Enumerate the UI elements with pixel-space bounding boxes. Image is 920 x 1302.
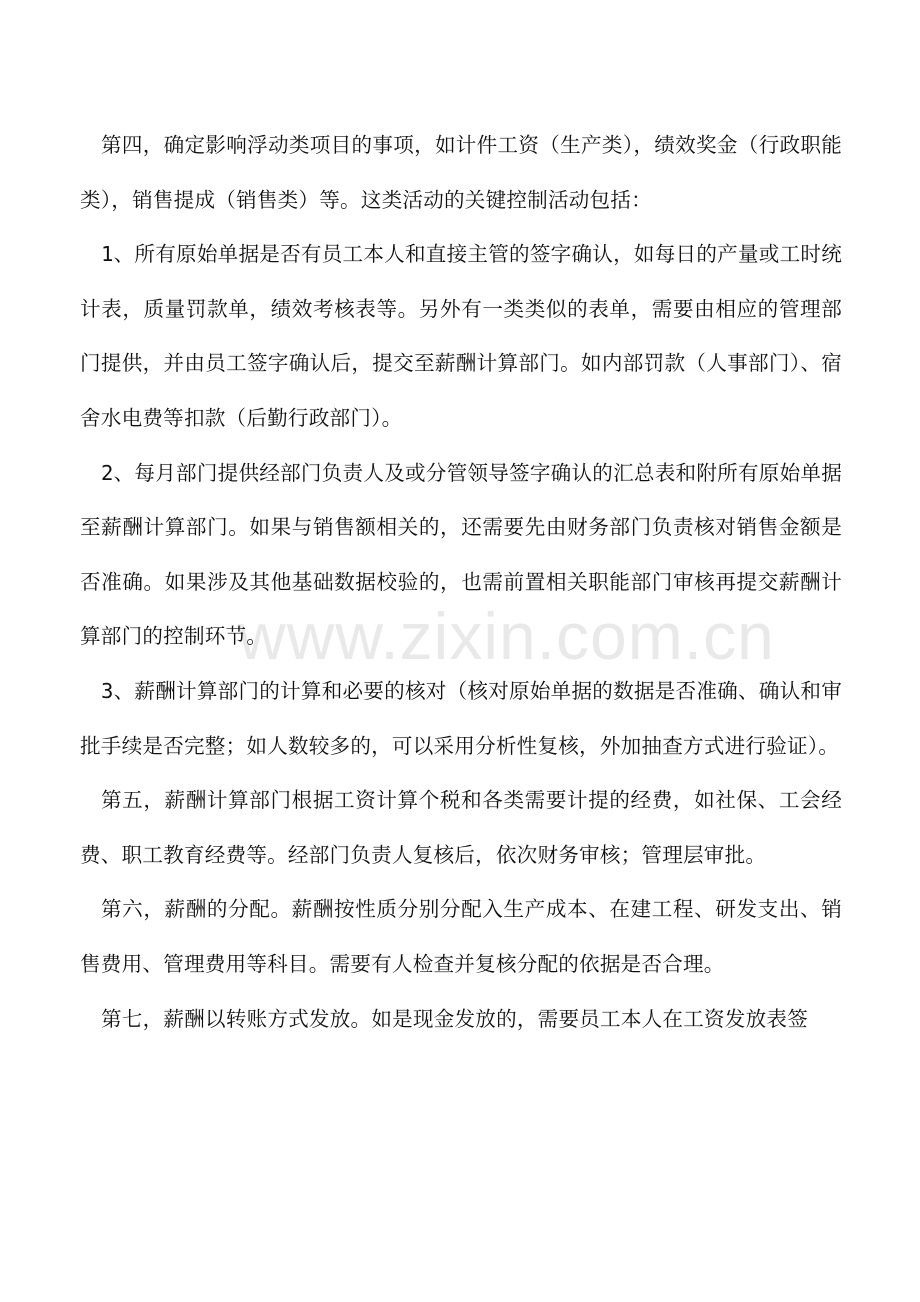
document-body [80,118,842,1046]
watermark: www.zixin.com.cn [238,599,775,673]
paragraph-6th: 第六，薪酬的分配。薪酬按性质分别分配入生产成本、在建工程、研发支出、销售费用、管理费用等科目。需要有人检查并复核分配的依据是否合理。 [80,897,842,976]
paragraph-item-3: 3、薪酬计算部门的计算和必要的核对（核对原始单据的数据是否准确、确认和审批手续是否完整；如人数较多的，可以采用分析性复核，外加抽查方式进行验证）。 [80,678,842,758]
paragraph-item-2: 2、每月部门提供经部门负责人及或分管领导签字确认的汇总表和附所有原始单据至薪酬计算部门。如果与销售额相关的，还需要先由财务部门负责核对销售金额是否准确。如果涉及其他基础数据校验的，也需前置相关职能部门审核再提交薪酬计算部门的控制环节。 [80,460,842,649]
paragraph-4th: 第四，确定影响浮动类项目的事项，如计件工资（生产类），绩效奖金（行政职能类），销售提成（销售类）等。这类活动的关键控制活动包括： [80,133,842,212]
paragraph-5th: 第五，薪酬计算部门根据工资计算个税和各类需要计提的经费，如社保、工会经费、职工教育经费等。经部门负责人复核后，依次财务审核；管理层审批。 [80,788,842,867]
paragraph-item-1: 1、所有原始单据是否有员工本人和直接主管的签字确认，如每日的产量或工时统计表，质量罚款单，绩效考核表等。另外有一类类似的表单，需要由相应的管理部门提供，并由员工签字确认后，提交至薪酬计算部门。如内部罚款（人事部门）、宿舍水电费等扣款（后勤行政部门）。 [80,242,842,430]
paragraph-7th: 第七，薪酬以转账方式发放。如是现金发放的，需要员工本人在工资发放表签 [101,1006,808,1031]
